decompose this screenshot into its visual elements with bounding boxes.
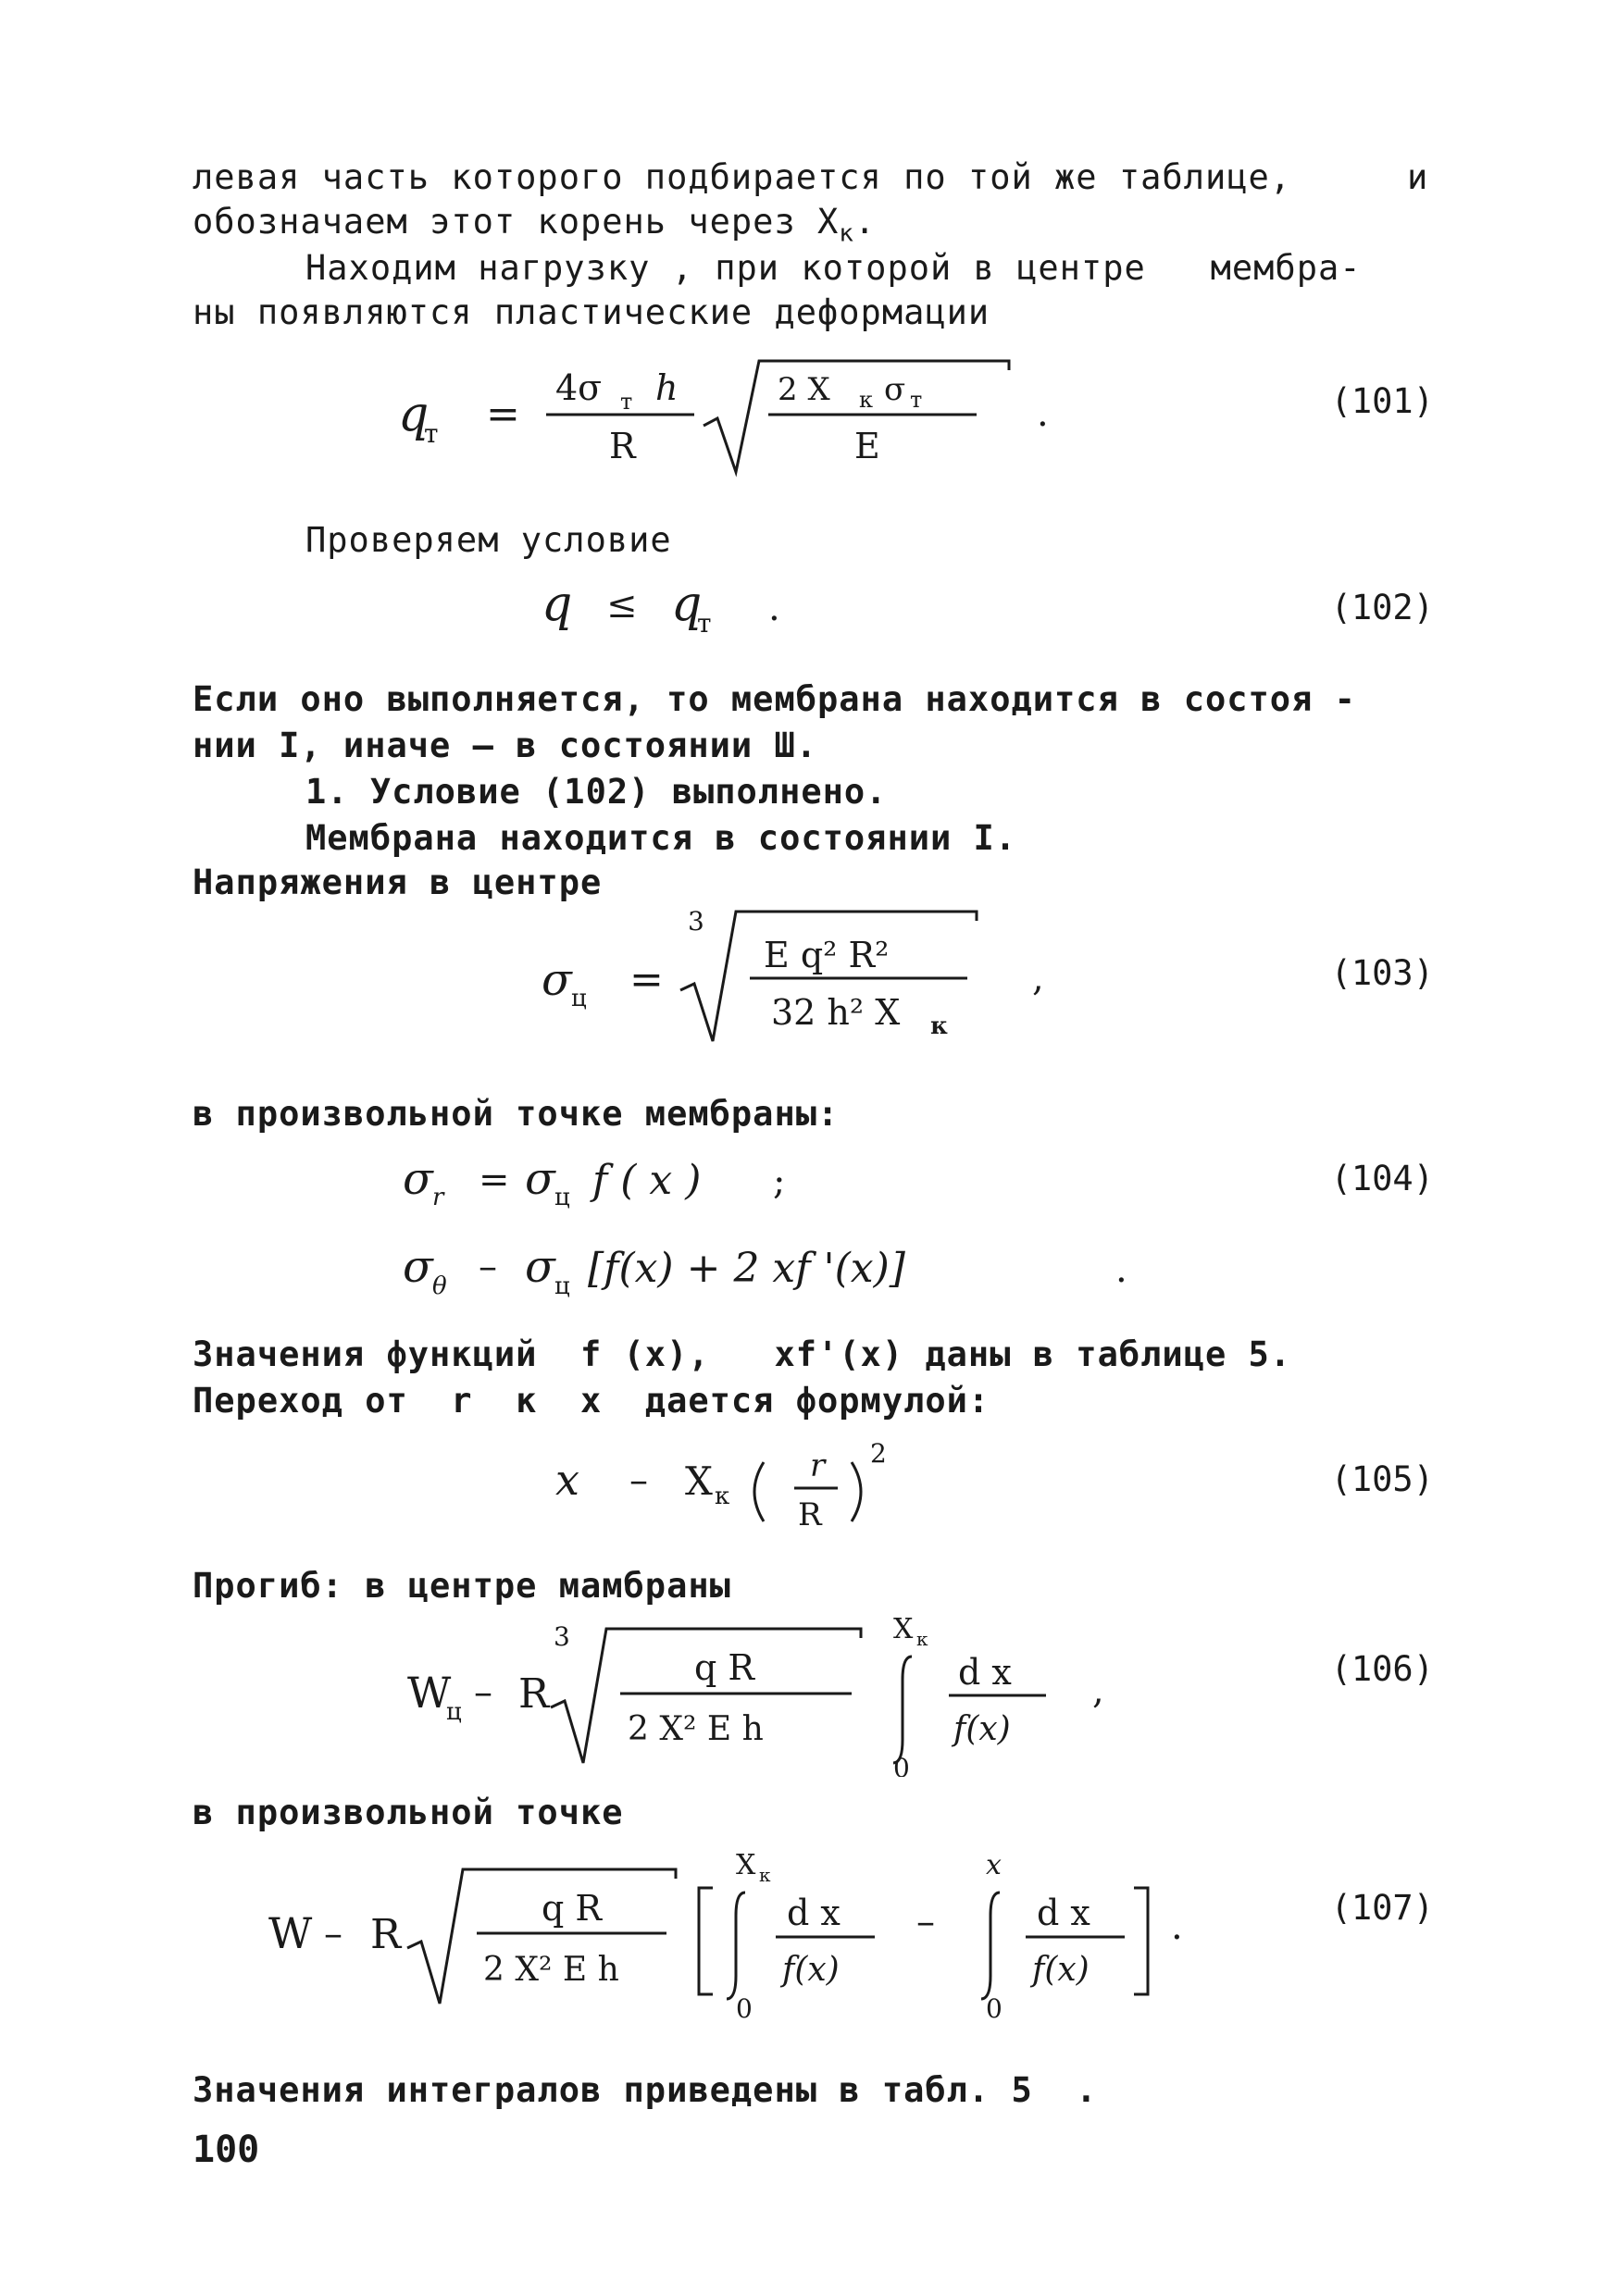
svg-text:,: , — [1032, 957, 1044, 999]
text-line: Значения интегралов приведены в табл. 5 . — [193, 2070, 1098, 2110]
text-line: Переход от r к x дается формулой: — [193, 1381, 990, 1421]
svg-text:32 h² X: 32 h² X — [771, 992, 901, 1033]
svg-text:2: 2 — [870, 1438, 887, 1469]
equation-number: (103) — [1330, 953, 1434, 993]
svg-text:к: к — [916, 1628, 928, 1650]
svg-text:q R: q R — [542, 1888, 603, 1929]
text-line: в произвольной точке — [193, 1793, 624, 1832]
text-line: и — [1407, 157, 1429, 197]
svg-text:=: = — [479, 1159, 510, 1201]
svg-text:–: – — [324, 1913, 342, 1955]
symbol-q: q — [398, 387, 430, 442]
equation-106 — [407, 1592, 1166, 1787]
page-number: 100 — [193, 2128, 260, 2171]
text-line: левая часть которого подбирается по той же таблице, — [193, 157, 1292, 197]
svg-text:q: q — [542, 577, 573, 632]
svg-text:т: т — [424, 418, 439, 449]
text-line: Мембрана находится в состоянии I. — [305, 818, 1017, 858]
equation-number: (107) — [1330, 1888, 1434, 1928]
text-line: Проверяем условие — [305, 520, 672, 560]
equation-101 — [398, 342, 1065, 491]
text-line: Если оно выполняется, то мембрана находится в состоя - — [193, 679, 1356, 719]
text-line: 1. Условие (102) выполнено. — [305, 772, 888, 812]
svg-text:–: – — [479, 1246, 497, 1288]
equation-number: (101) — [1330, 381, 1434, 421]
svg-text:d x: d x — [787, 1893, 841, 1933]
svg-text:2 X: 2 X — [778, 371, 830, 408]
svg-text:X: X — [893, 1613, 914, 1645]
svg-text:к: к — [759, 1864, 771, 1886]
svg-text:E q² R²: E q² R² — [764, 935, 890, 975]
svg-text:.: . — [1115, 1248, 1127, 1291]
svg-text:W: W — [268, 1908, 313, 1958]
svg-text:f(x): f(x) — [782, 1951, 840, 1989]
equation-102 — [542, 569, 838, 653]
svg-text:f ( x ): f ( x ) — [592, 1157, 702, 1204]
svg-text:.: . — [1037, 392, 1049, 435]
svg-text:0: 0 — [893, 1753, 910, 1777]
equation-105 — [555, 1425, 981, 1556]
svg-text:θ: θ — [432, 1272, 447, 1300]
svg-text:r: r — [810, 1447, 826, 1484]
text-line: нии I, иначе – в состоянии Ш. — [193, 726, 818, 765]
text-line: Значения функций f (x), xf'(x) даны в таблице 5. — [193, 1334, 1292, 1374]
svg-text:3: 3 — [688, 906, 704, 937]
text-line: в произвольной точке мембраны: — [193, 1094, 840, 1134]
svg-text:q: q — [671, 577, 703, 632]
svg-text:R: R — [518, 1670, 550, 1718]
svg-text:R: R — [370, 1911, 402, 1958]
svg-text:W: W — [407, 1668, 452, 1718]
svg-text:d x: d x — [1037, 1893, 1090, 1933]
svg-text:–: – — [916, 1901, 935, 1943]
svg-text:;: ; — [773, 1160, 786, 1203]
equation-number: (105) — [1330, 1459, 1434, 1499]
svg-text:r: r — [432, 1184, 444, 1211]
svg-text:E: E — [854, 426, 880, 466]
svg-text:2 X² E h: 2 X² E h — [483, 1951, 619, 1989]
svg-text:X: X — [685, 1458, 713, 1504]
equation-104 — [403, 1138, 1162, 1324]
equation-103 — [542, 902, 1060, 1061]
svg-text:ц: ц — [554, 1272, 570, 1300]
equation-number: (102) — [1330, 588, 1434, 627]
svg-text:–: – — [474, 1671, 492, 1714]
svg-text:ц: ц — [554, 1184, 570, 1211]
svg-text:f(x): f(x) — [953, 1710, 1011, 1748]
svg-text:–: – — [629, 1459, 648, 1502]
text-line: Напряжения в центре — [193, 863, 603, 902]
svg-text:.: . — [1171, 1905, 1183, 1948]
svg-text:к: к — [859, 387, 873, 413]
svg-text:σ: σ — [884, 371, 906, 408]
svg-text:X: X — [736, 1849, 756, 1881]
equation-107 — [268, 1837, 1268, 2032]
equation-number: (104) — [1330, 1159, 1434, 1198]
text-line: Находим нагрузку , при которой в центре мембра- — [305, 248, 1362, 288]
svg-text:q R: q R — [694, 1647, 755, 1688]
svg-text:[f(x) + 2 xf '(x)]: [f(x) + 2 xf '(x)] — [588, 1245, 905, 1292]
svg-text:σ: σ — [542, 954, 572, 1006]
svg-text:т: т — [620, 389, 633, 415]
svg-text:т: т — [697, 608, 712, 639]
svg-text:к: к — [715, 1483, 730, 1510]
svg-text:d x: d x — [958, 1652, 1012, 1693]
svg-text:2 X² E h: 2 X² E h — [628, 1710, 764, 1748]
svg-text:≤: ≤ — [606, 584, 638, 627]
svg-text:.: . — [768, 587, 780, 629]
svg-text:,: , — [1092, 1669, 1104, 1712]
svg-text:ц: ц — [446, 1698, 462, 1726]
svg-text:3: 3 — [554, 1621, 570, 1652]
equation-number: (106) — [1330, 1649, 1434, 1689]
svg-text:x: x — [986, 1849, 1002, 1881]
svg-text:ц: ц — [571, 985, 587, 1012]
svg-text:т: т — [910, 387, 923, 413]
svg-text:h: h — [655, 367, 679, 408]
svg-text:=: = — [629, 956, 664, 1003]
svg-text:x: x — [555, 1455, 579, 1505]
svg-text:4σ: 4σ — [555, 367, 603, 408]
svg-text:σ: σ — [403, 1153, 433, 1205]
svg-text:к: к — [930, 1012, 948, 1040]
text-line: ны появляются пластические деформации — [193, 292, 990, 332]
svg-text:R: R — [798, 1496, 822, 1533]
svg-text:σ: σ — [525, 1241, 555, 1293]
text-line: Прогиб: в центре мамбраны — [193, 1566, 731, 1606]
text-line: обозначаем этот корень через $X_к$. — [193, 202, 877, 248]
svg-text:0: 0 — [736, 1993, 753, 2022]
svg-text:σ: σ — [403, 1241, 433, 1293]
svg-text:σ: σ — [525, 1153, 555, 1205]
svg-text:0: 0 — [986, 1993, 1003, 2022]
svg-text:f(x): f(x) — [1032, 1951, 1090, 1989]
svg-text:=: = — [486, 391, 520, 438]
svg-text:R: R — [609, 426, 636, 466]
